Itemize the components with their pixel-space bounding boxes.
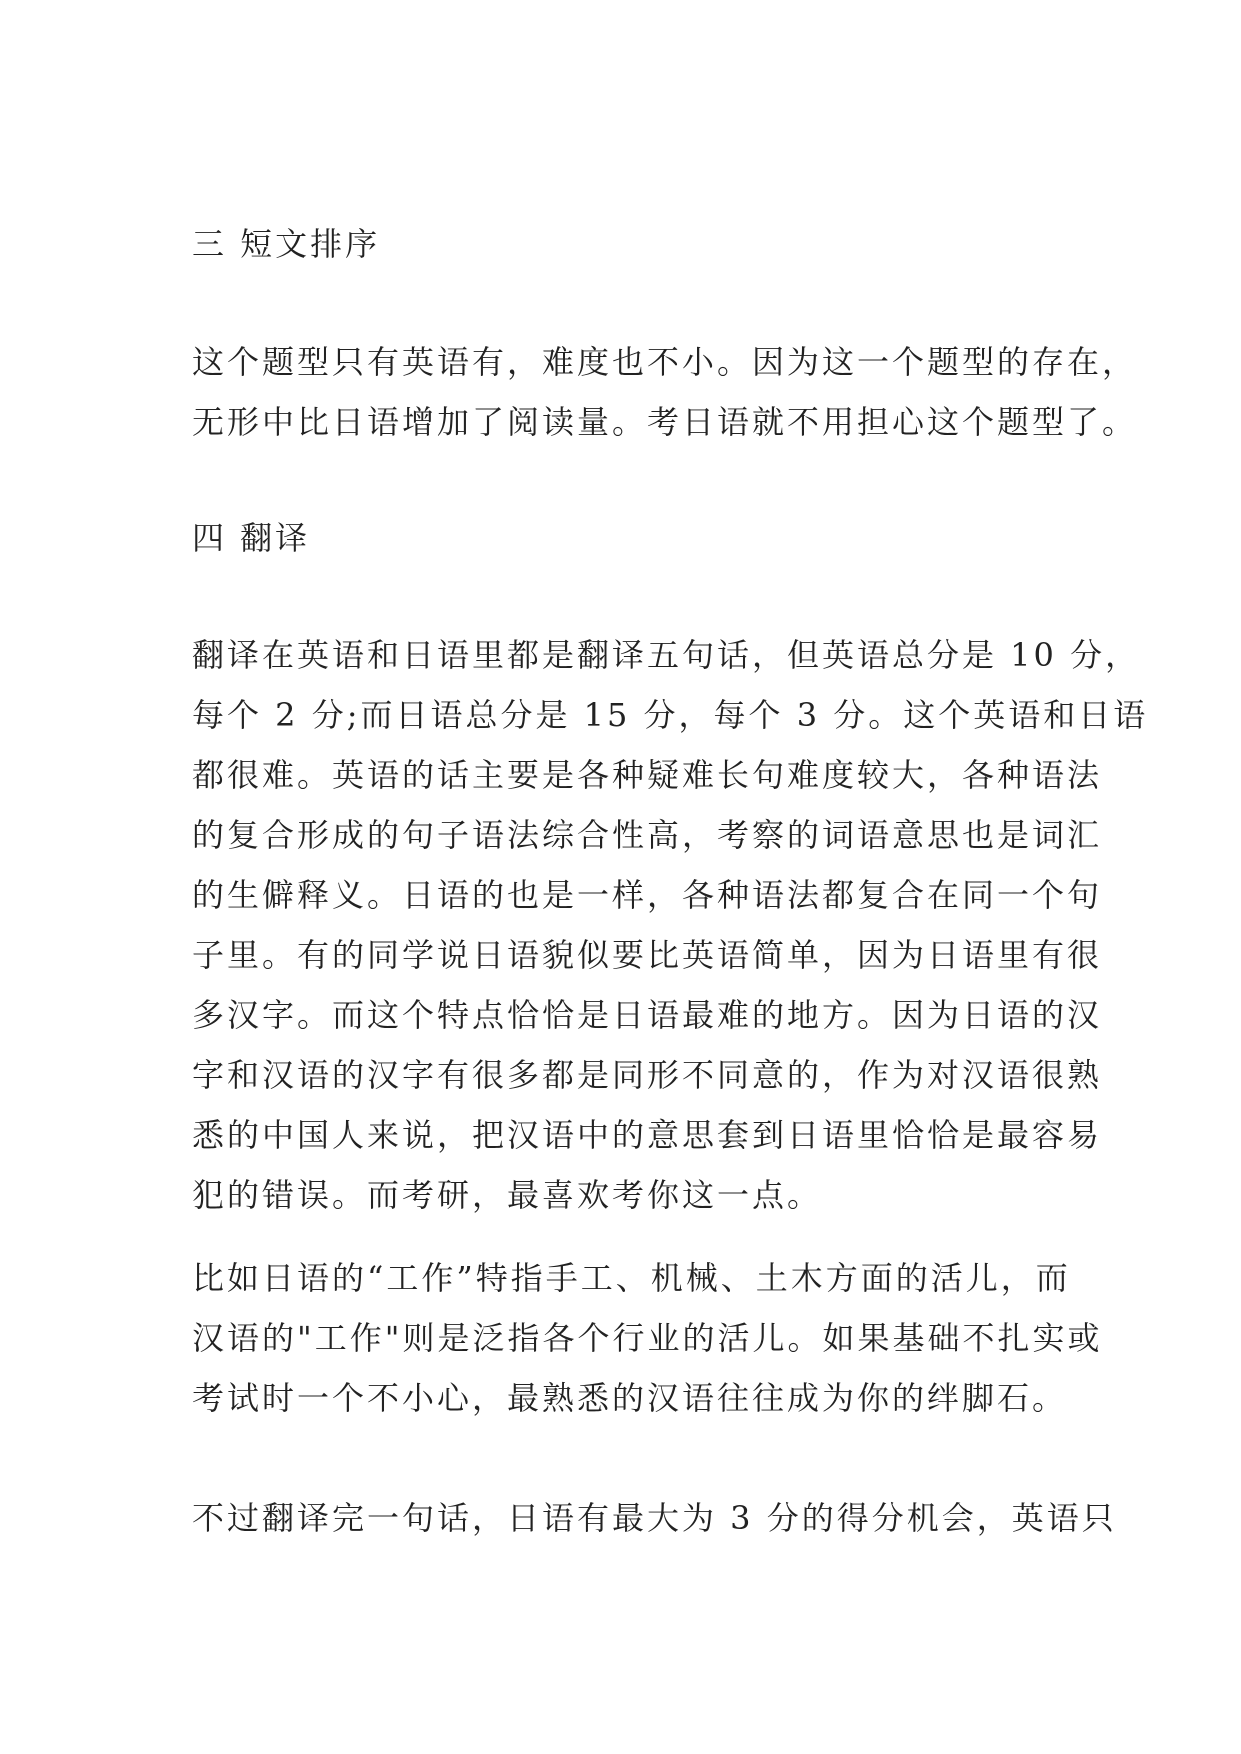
text-line: 每个 2 分;而日语总分是 15 分，每个 3 分。这个英语和日语 (192, 696, 1149, 734)
text-line: 的复合形成的句子语法综合性高，考察的词语意思也是词汇 (192, 816, 1103, 854)
text-line: 比如日语的“工作”特指手工、机械、土木方面的活儿，而 (192, 1259, 1071, 1297)
text-line: 悉的中国人来说，把汉语中的意思套到日语里恰恰是最容易 (192, 1116, 1103, 1154)
text-line: 都很难。英语的话主要是各种疑难长句难度较大，各种语法 (192, 756, 1103, 794)
section-4-paragraph-1 (192, 625, 1149, 1225)
heading-text: 三 短文排序 (192, 225, 381, 263)
section-4-heading (192, 508, 1072, 568)
section-4-paragraph-2 (192, 1248, 1103, 1428)
text-line: 汉语的"工作"则是泛指各个行业的活儿。如果基础不扎实或 (192, 1319, 1103, 1357)
text-line: 这个题型只有英语有，难度也不小。因为这一个题型的存在， (192, 343, 1138, 381)
text-line: 多汉字。而这个特点恰恰是日语最难的地方。因为日语的汉 (192, 996, 1103, 1034)
text-line: 字和汉语的汉字有很多都是同形不同意的，作为对汉语很熟 (192, 1056, 1103, 1094)
text-line: 犯的错误。而考研，最喜欢考你这一点。 (192, 1176, 823, 1214)
heading-text: 四 翻译 (192, 519, 311, 557)
text-line: 无形中比日语增加了阅读量。考日语就不用担心这个题型了。 (192, 403, 1138, 441)
section-4-paragraph-3 (192, 1488, 1117, 1548)
text-line: 的生僻释义。日语的也是一样，各种语法都复合在同一个句 (192, 876, 1103, 914)
text-line: 考试时一个不小心，最熟悉的汉语往往成为你的绊脚石。 (192, 1379, 1068, 1417)
text-line: 子里。有的同学说日语貌似要比英语简单，因为日语里有很 (192, 936, 1103, 974)
section-3-heading (192, 214, 1072, 274)
section-3-paragraph (192, 332, 1138, 452)
text-line: 不过翻译完一句话，日语有最大为 3 分的得分机会，英语只 (192, 1499, 1117, 1537)
text-line: 翻译在英语和日语里都是翻译五句话，但英语总分是 10 分， (192, 636, 1141, 674)
